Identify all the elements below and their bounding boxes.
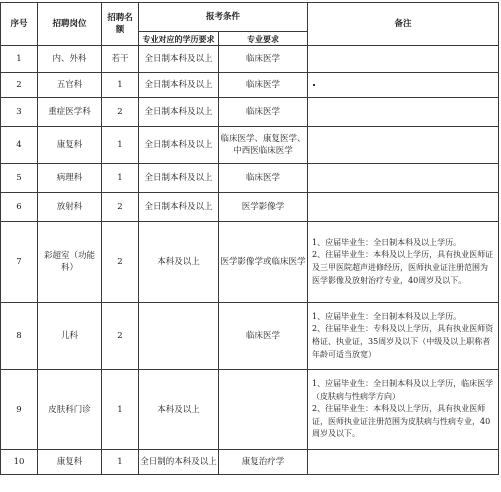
cell-major: 医学影像学或临床医学 <box>219 222 308 303</box>
cell-seq: 6 <box>1 193 38 222</box>
cell-number: 1 <box>102 127 139 164</box>
cell-seq: 2 <box>1 73 38 98</box>
cell-edu <box>139 303 219 370</box>
cell-notes <box>308 193 499 222</box>
cell-notes <box>308 127 499 164</box>
cell-seq: 9 <box>1 370 38 450</box>
header-major-req: 专业要求 <box>219 32 308 46</box>
cell-position: 重症医学科 <box>38 98 102 127</box>
cell-position: 内、外科 <box>38 46 102 73</box>
cell-position: 五官科 <box>38 73 102 98</box>
recruitment-table <box>0 2 499 475</box>
cell-major: 临床医学、康复医学、中西医临床医学 <box>219 127 308 164</box>
cell-number: 1 <box>102 73 139 98</box>
cell-notes <box>308 303 499 370</box>
header-position: 招聘岗位 <box>38 3 102 46</box>
header-requirements: 报考条件 <box>139 3 308 32</box>
cell-edu: 本科及以上 <box>139 222 219 303</box>
cell-number: 2 <box>102 193 139 222</box>
cell-number: 1 <box>102 164 139 193</box>
cell-number: 2 <box>102 303 139 370</box>
cell-seq: 10 <box>1 450 38 475</box>
table-row <box>1 193 499 222</box>
header-number-line1: 招聘名 <box>107 13 133 23</box>
cell-number: 2 <box>102 222 139 303</box>
cell-seq: 1 <box>1 46 38 73</box>
cell-major: 医学影像学 <box>219 193 308 222</box>
cell-major: 临床医学 <box>219 98 308 127</box>
cell-number: 2 <box>102 98 139 127</box>
cell-edu: 全日制本科及以上 <box>139 73 219 98</box>
cell-edu: 全日制本科及以上 <box>139 98 219 127</box>
header-number <box>102 3 139 46</box>
cell-position: 儿科 <box>38 303 102 370</box>
cell-major: 临床医学 <box>219 164 308 193</box>
cell-notes <box>308 370 499 450</box>
table-row <box>1 303 499 370</box>
table-row <box>1 450 499 475</box>
cell-seq: 7 <box>1 222 38 303</box>
cell-edu: 全日制本科及以上 <box>139 127 219 164</box>
cell-number: 1 <box>102 450 139 475</box>
cell-major <box>219 370 308 450</box>
recruitment-table-container <box>0 2 498 475</box>
header-edu-req: 专业对应的学历要求 <box>139 32 219 46</box>
cell-edu: 全日制本科及以上 <box>139 193 219 222</box>
cell-major: 临床医学 <box>219 46 308 73</box>
table-row <box>1 222 499 303</box>
cell-position: 皮肤科门诊 <box>38 370 102 450</box>
cell-position: 康复科 <box>38 127 102 164</box>
stray-dot-mark <box>313 84 315 86</box>
cell-seq: 4 <box>1 127 38 164</box>
cell-notes <box>308 98 499 127</box>
header-notes: 备注 <box>308 3 499 46</box>
table-row <box>1 46 499 73</box>
note-line: 2、往届毕业生：本科及以上学历，具有执业医师证及三甲医院超声进修经历，医师执业证注册范围为医学影像及放射治疗专业，40周岁及以下。 <box>312 250 494 285</box>
table-row <box>1 164 499 193</box>
cell-number: 1 <box>102 370 139 450</box>
table-row <box>1 98 499 127</box>
cell-edu: 本科及以上 <box>139 370 219 450</box>
cell-notes <box>308 73 499 98</box>
note-line: 2、往届毕业生：专科及以上学历，具有执业医师资格证、执业证，35周岁及以下（中级及以上职称者年龄可适当放宽） <box>312 324 494 359</box>
note-line: 1、应届毕业生：全日制本科及以上学历，临床医学（皮肤病与性病学方向） <box>312 379 494 401</box>
table-row <box>1 370 499 450</box>
cell-notes <box>308 164 499 193</box>
cell-edu: 全日制的本科及以上 <box>139 450 219 475</box>
cell-seq: 5 <box>1 164 38 193</box>
cell-seq: 8 <box>1 303 38 370</box>
note-line: 1、应届毕业生：全日制本科及以上学历。 <box>312 311 462 321</box>
cell-edu: 全日制本科及以上 <box>139 164 219 193</box>
cell-edu: 全日制本科及以上 <box>139 46 219 73</box>
cell-position: 彩超室（功能科） <box>38 222 102 303</box>
cell-seq: 3 <box>1 98 38 127</box>
cell-position: 康复科 <box>38 450 102 475</box>
table-row <box>1 127 499 164</box>
cell-notes <box>308 46 499 73</box>
cell-major: 康复治疗学 <box>219 450 308 475</box>
table-row <box>1 73 499 98</box>
note-line: 2、往届毕业生：本科及以上学历，具有执业医师证，医师执业证注册范围为皮肤病与性病专业，40周岁及以下。 <box>312 404 491 439</box>
cell-notes <box>308 222 499 303</box>
header-seq: 序号 <box>1 3 38 46</box>
header-number-line2: 额 <box>115 25 125 35</box>
cell-number: 若干 <box>102 46 139 73</box>
note-line: 1、应届毕业生：全日制本科及以上学历。 <box>312 237 462 247</box>
cell-major: 临床医学 <box>219 73 308 98</box>
cell-major: 临床医学 <box>219 303 308 370</box>
cell-notes <box>308 450 499 475</box>
cell-position: 病理科 <box>38 164 102 193</box>
cell-position: 放射科 <box>38 193 102 222</box>
